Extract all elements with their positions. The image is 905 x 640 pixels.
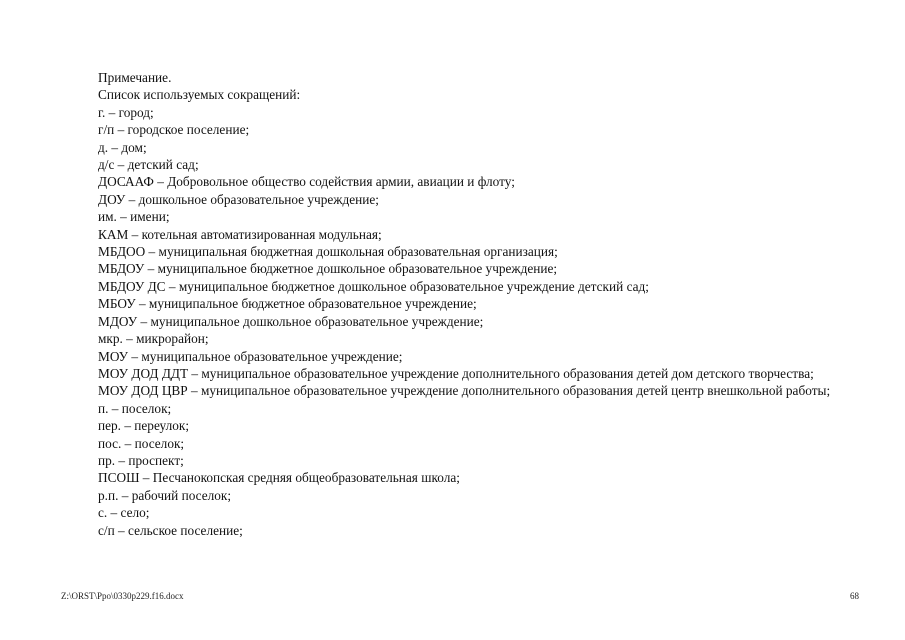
abbreviation-item: ДОСААФ – Добровольное общество содействия армии, авиации и флоту; (98, 174, 515, 190)
abbreviation-item: с. – село; (98, 505, 150, 521)
abbreviation-item: МОУ ДОД ДДТ – муниципальное образовательное учреждение дополнительного образования детей дом детского творчества; (98, 365, 814, 381)
abbreviation-item: д/с – детский сад; (98, 157, 199, 173)
abbreviation-item: МБОУ – муниципальное бюджетное образовательное учреждение; (98, 296, 477, 312)
abbreviation-item: ДОУ – дошкольное образовательное учреждение; (98, 191, 379, 207)
abbreviation-item: ПСОШ – Песчанокопская средняя общеобразовательная школа; (98, 470, 460, 486)
abbreviation-item: пос. – поселок; (98, 435, 185, 451)
abbreviation-item: пр. – проспект; (98, 452, 184, 468)
abbreviation-item: МДОУ – муниципальное дошкольное образовательное учреждение; (98, 313, 484, 329)
abbreviation-item: МБДОО – муниципальная бюджетная дошкольная образовательная организация; (98, 244, 558, 260)
abbreviation-item: р.п. – рабочий поселок; (98, 487, 232, 503)
abbreviation-item: МОУ – муниципальное образовательное учреждение; (98, 348, 403, 364)
abbreviation-item: г/п – городское поселение; (98, 122, 250, 138)
abbreviation-item: КАМ – котельная автоматизированная модульная; (98, 226, 382, 242)
abbreviation-item: пер. – переулок; (98, 418, 190, 434)
abbreviation-item: им. – имени; (98, 209, 170, 225)
abbreviation-item: МБДОУ – муниципальное бюджетное дошкольное образовательное учреждение; (98, 261, 558, 277)
abbreviation-item: г. – город; (98, 104, 154, 120)
abbreviation-list-heading: Список используемых сокращений: (98, 87, 301, 103)
page-number: 68 (850, 591, 859, 601)
abbreviation-item: с/п – сельское поселение; (98, 522, 243, 538)
abbreviation-item: мкр. – микрорайон; (98, 331, 209, 347)
abbreviation-item: МОУ ДОД ЦВР – муниципальное образовательное учреждение дополнительного образования детей центр внешкольной работы; (98, 383, 831, 399)
file-path: Z:\ORST\Ppo\0330p229.f16.docx (61, 591, 184, 601)
note-heading: Примечание. (98, 70, 172, 85)
document-body (61, 69, 859, 539)
abbreviation-item: п. – поселок; (98, 400, 172, 416)
abbreviation-item: МБДОУ ДС – муниципальное бюджетное дошкольное образовательное учреждение детский сад; (98, 278, 649, 294)
abbreviation-item: д. – дом; (98, 139, 147, 155)
